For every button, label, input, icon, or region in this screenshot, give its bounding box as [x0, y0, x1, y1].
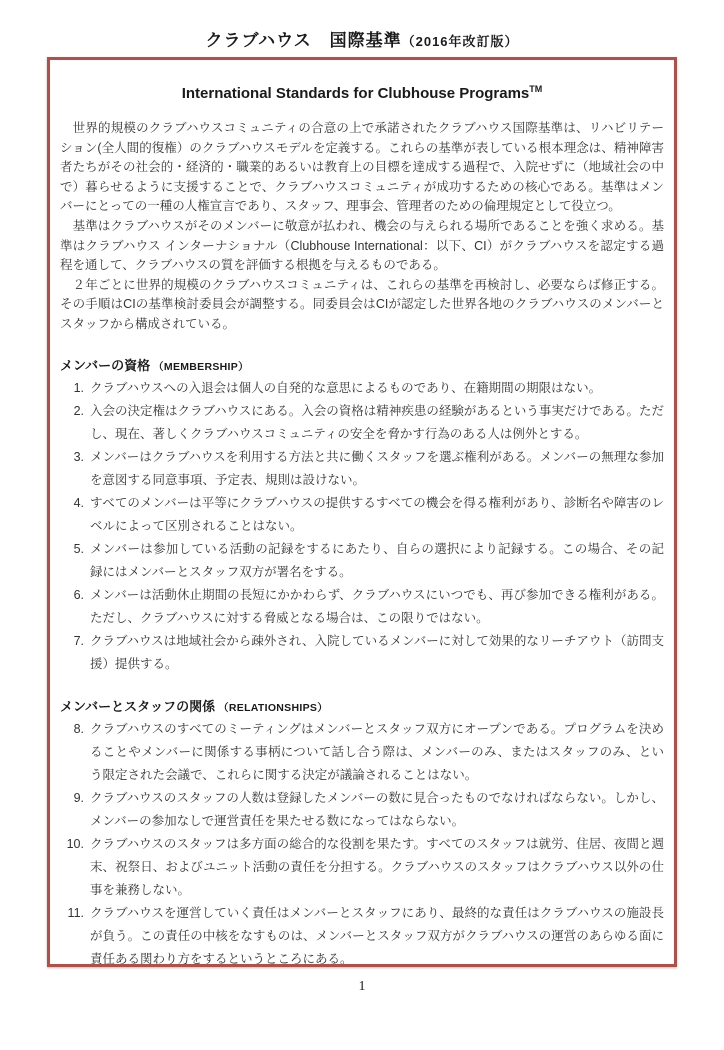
- item-number: 3.: [73, 449, 84, 464]
- section-heading-membership: [60, 355, 664, 374]
- item-text: クラブハウスのスタッフは多方面の総合的な役割を果たす。すべてのスタッフは就労、住居、夜間と週末、祝祭日、およびユニット活動の責任を分担する。クラブハウスのスタッフはクラブハウス以外の仕事を兼務しない。: [90, 836, 664, 897]
- english-subtitle-text: International Standards for Clubhouse Programs: [181, 85, 530, 102]
- section-heading-jp: メンバーの資格: [60, 357, 151, 373]
- intro-paragraph: ２年ごとに世界的規模のクラブハウスコミュニティは、これらの基準を再検討し、必要ならば修正する。その手順はCIの基準検討委員会が調整する。同委員会はCIが認定した世界各地のクラブハウスのメンバーとスタッフから構成されている。: [60, 277, 664, 331]
- list-item: [60, 787, 664, 833]
- item-text: クラブハウスのすべてのミーティングはメンバーとスタッフ双方にオープンである。プログラムを決めることやメンバーに関係する事柄について話し合う際は、メンバーのみ、またはスタッフのみ、という限定された会議で、これらに関する決定が議論されることはない。: [90, 721, 664, 782]
- section-heading-en: （MEMBERSHIP）: [153, 360, 249, 373]
- item-text: クラブハウスへの入退会は個人の自発的な意思によるものであり、在籍期間の期限はない。: [90, 380, 602, 395]
- item-number: 4.: [73, 495, 84, 510]
- item-text: クラブハウスのスタッフの人数は登録したメンバーの数に見合ったものでなければならない。しかし、メンバーの参加なしで運営責任を果たせる数になってはならない。: [90, 790, 664, 828]
- list-item: [60, 902, 664, 967]
- section-heading-relationships: [60, 696, 664, 715]
- item-text: 入会の決定権はクラブハウスにある。入会の資格は精神疾患の経験があるという事実だけである。ただし、現在、著しくクラブハウスコミュニティの安全を脅かす行為のある人は例外とする。: [90, 403, 664, 441]
- item-number: 5.: [73, 541, 84, 556]
- list-item: [60, 718, 664, 787]
- item-number: 9.: [73, 790, 84, 805]
- intro-paragraph: 基準はクラブハウスがそのメンバーに敬意が払われ、機会の与えられる場所であることを強く求める。基準はクラブハウス インターナショナル（Clubhouse International：以下、CI）がクラブハウスを認定する過程を通して、クラブハウスの質を評価する根拠を与えるものである。: [60, 218, 664, 273]
- item-number: 7.: [73, 633, 84, 648]
- list-item: [60, 630, 664, 676]
- page-title-edition: （2016年改訂版）: [401, 34, 519, 49]
- document-page: [0, 26, 724, 995]
- list-item: [60, 446, 664, 492]
- section-heading-jp: メンバーとスタッフの関係: [60, 698, 216, 714]
- item-number: 10.: [66, 836, 84, 851]
- list-item: [60, 400, 664, 446]
- item-text: メンバーはクラブハウスを利用する方法と共に働くスタッフを選ぶ権利がある。メンバーの無理な参加を意図する同意事項、予定表、規則は設けない。: [90, 449, 664, 487]
- item-number: 2.: [73, 403, 84, 418]
- english-subtitle: [60, 84, 664, 102]
- list-item: [60, 538, 664, 584]
- page-title-main: クラブハウス 国際基準: [205, 31, 402, 50]
- relationships-list: [60, 718, 664, 967]
- list-item: [60, 584, 664, 630]
- item-text: メンバーは参加している活動の記録をするにあたり、自らの選択により記録する。この場合、その記録にはメンバーとスタッフ双方が署名をする。: [90, 541, 664, 579]
- item-number: 6.: [73, 587, 84, 602]
- item-text: クラブハウスは地域社会から疎外され、入院しているメンバーに対して効果的なリーチアウト（訪問支援）提供する。: [90, 633, 664, 671]
- page-title: [0, 26, 724, 51]
- list-item: [60, 377, 664, 400]
- intro-paragraphs: [60, 119, 664, 335]
- item-text: クラブハウスを運営していく責任はメンバーとスタッフにあり、最終的な責任はクラブハウスの施設長が負う。この責任の中核をなすものは、メンバーとスタッフ双方がクラブハウスの運営のあらゆる面に責任ある関わり方をするというところにある。: [90, 905, 664, 966]
- page-number: 1: [358, 979, 366, 994]
- item-number: 8.: [73, 721, 84, 736]
- item-text: すべてのメンバーは平等にクラブハウスの提供するすべての機会を得る権利があり、診断名や障害のレベルによって区別されることはない。: [90, 495, 664, 533]
- intro-paragraph: 世界的規模のクラブハウスコミュニティの合意の上で承諾されたクラブハウス国際基準は、リハビリテーション(全人間的復権）のクラブハウスモデルを定義する。これらの基準が表している根本理念は、精神障害者たちがその社会的・経済的・職業的あるいは教育上の目標を達成する過程で、入院せずに（地域社会の中で）暮らせるように支援することで、クラブハウスコミュニティが成功するための核心である。基準はメンバーにとっての一種の人権宣言であり、スタッフ、理事会、管理者のための倫理規定として役立つ。: [60, 121, 664, 214]
- section-heading-en: （RELATIONSHIPS）: [218, 701, 328, 714]
- membership-list: [60, 377, 664, 676]
- list-item: [60, 833, 664, 902]
- document-frame: [47, 57, 677, 967]
- item-text: メンバーは活動休止期間の長短にかかわらず、クラブハウスにいつでも、再び参加できる権利がある。ただし、クラブハウスに対する脅威となる場合は、この限りではない。: [90, 587, 664, 625]
- list-item: [60, 492, 664, 538]
- item-number: 11.: [67, 905, 84, 920]
- item-number: 1.: [73, 380, 84, 395]
- trademark-mark: TM: [529, 84, 543, 94]
